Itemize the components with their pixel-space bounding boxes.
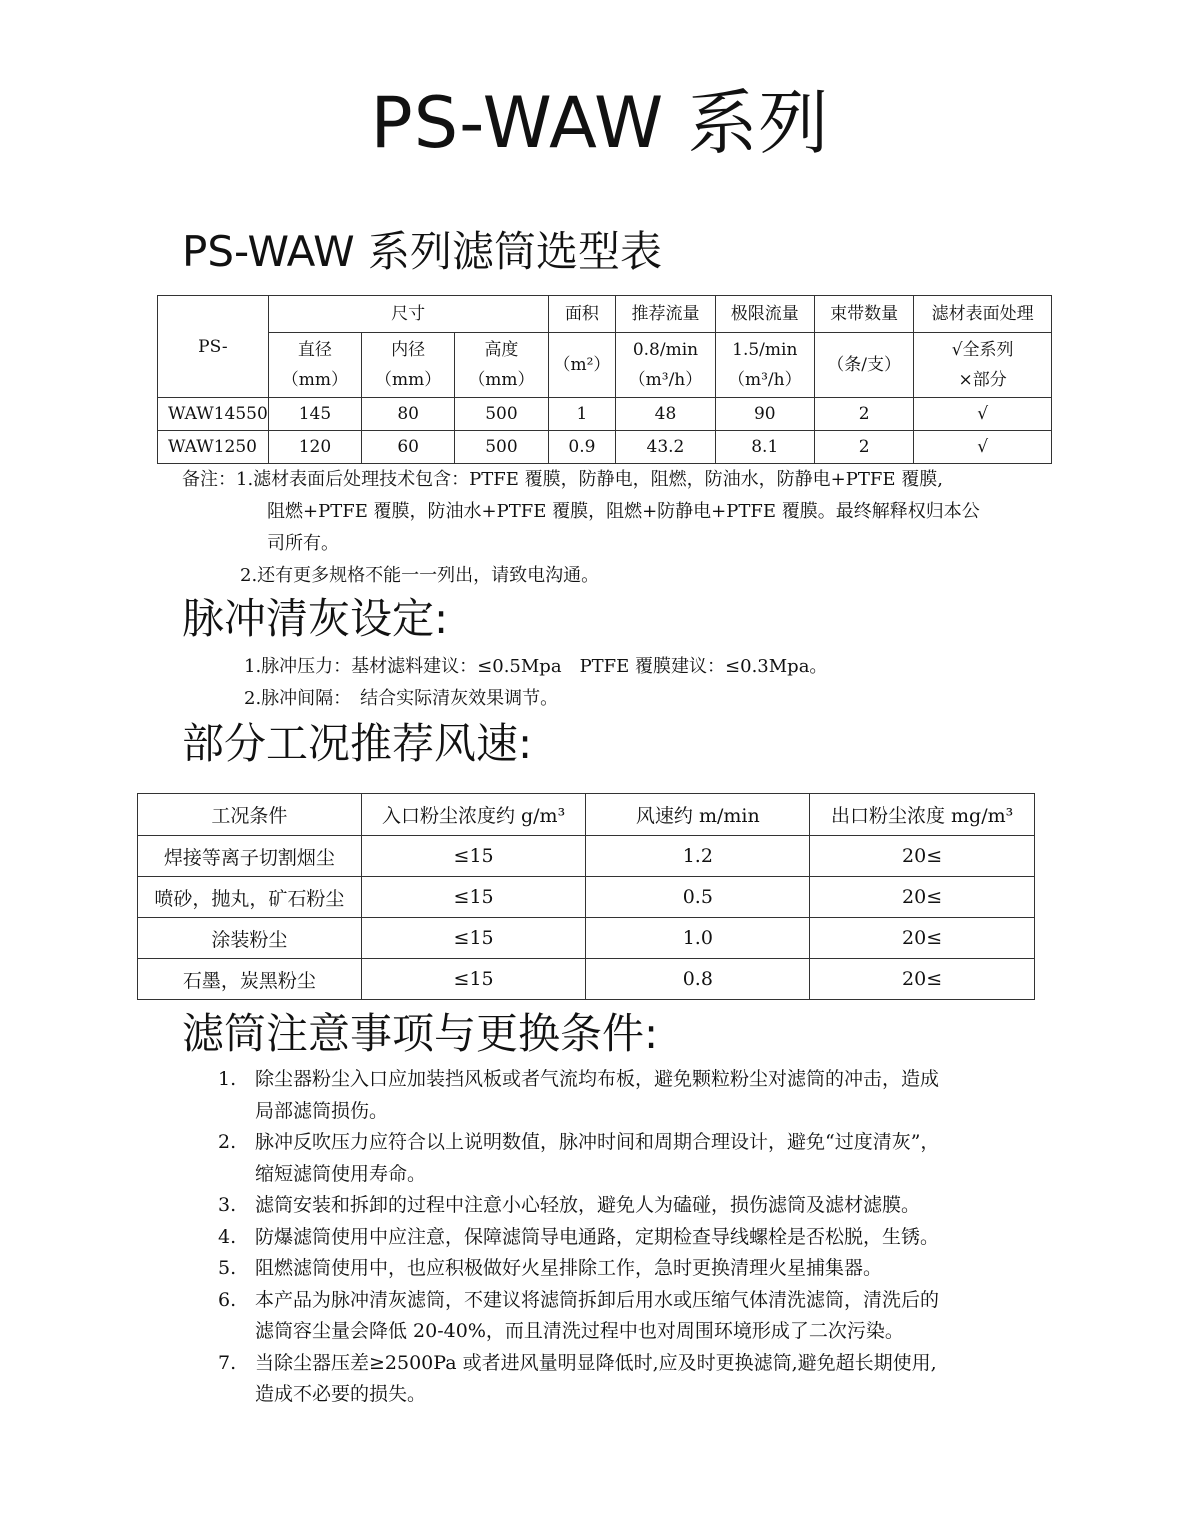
bands-unit: （条/支） [814,333,913,398]
bands-cell: 2 [814,431,913,464]
outlet-cell: 20≤ [810,959,1035,1000]
list-item [218,1064,1038,1127]
diameter-cell: 120 [268,431,361,464]
caution-heading: 滤筒注意事项与更换条件: [182,1009,659,1058]
pulse-list [244,651,827,715]
table-row [138,877,1035,918]
wind-table [137,793,1035,1000]
rec-flow-unit: （m³/h） [628,370,703,390]
pulse-item-2: 2.脉冲间隔： 结合实际清灰效果调节。 [244,688,559,709]
velocity-header: 风速约 m/min [586,794,810,836]
surface-legend [914,333,1052,398]
item-number: 2. [218,1131,237,1153]
rec-flow-cell: 43.2 [616,431,715,464]
item-line-1: 滤筒安装和拆卸的过程中注意小心轻放，避免人为磕碰，损伤滤筒及滤材滤膜。 [255,1194,921,1216]
table-row [138,836,1035,877]
table-row [158,398,1052,431]
area-unit: （m²） [548,333,616,398]
inner-label: 内径 [391,340,426,360]
list-item [218,1222,1038,1254]
area-header: 面积 [548,296,616,333]
item-line-1: 本产品为脉冲清灰滤筒，不建议将滤筒拆卸后用水或压缩气体清洗滤筒，清洗后的 [255,1288,940,1311]
size-group-header: 尺寸 [268,296,548,333]
item-number: 7. [218,1351,237,1374]
list-item [218,1190,1038,1222]
lim-flow-unit: （m³/h） [727,370,802,390]
note-1-line-2: 阻燃+PTFE 覆膜，防油水+PTFE 覆膜，阻燃+防静电+PTFE 覆膜。最终解释权归本公 [267,501,980,522]
inlet-cell: ≤15 [361,918,586,959]
inlet-cell: ≤15 [361,959,586,1000]
outlet-cell: 20≤ [810,918,1035,959]
lim-flow-value: 1.5/min [732,340,798,360]
note-1-line-1 [182,464,1042,496]
item-number: 1. [218,1068,237,1090]
condition-cell: 涂装粉尘 [138,918,362,959]
inlet-header: 入口粉尘浓度约 g/m³ [361,794,586,836]
lim-flow-sub [715,333,814,398]
item-line-2: 缩短滤筒使用寿命。 [255,1162,427,1185]
inner-header [362,333,455,398]
caution-list [218,1064,1038,1411]
list-item [218,1253,1038,1285]
inner-cell: 80 [362,398,455,431]
condition-cell: 喷砂，抛丸，矿石粉尘 [138,877,362,918]
diameter-header [268,333,361,398]
inlet-cell: ≤15 [361,836,586,877]
surface-part: ×部分 [958,370,1007,390]
diameter-unit: （mm） [281,370,349,390]
velocity-cell: 1.0 [586,918,810,959]
notes-block [182,464,1042,592]
model-cell: WAW14550 [158,398,269,431]
rec-flow-cell: 48 [616,398,715,431]
table-row [138,959,1035,1000]
bands-cell: 2 [814,398,913,431]
page-title: PS-WAW 系列 [370,82,830,164]
note-1-text: 1.滤材表面后处理技术包含：PTFE 覆膜，防静电，阻燃，防油水，防静电+PTFE 覆膜, [236,469,943,490]
item-number: 4. [218,1225,237,1248]
item-line-1: 除尘器粉尘入口应加装挡风板或者气流均布板，避免颗粒粉尘对滤筒的冲击，造成 [255,1068,940,1090]
rec-flow-header: 推荐流量 [616,296,715,333]
item-number: 6. [218,1288,237,1311]
inner-cell: 60 [362,431,455,464]
note-2: 2.还有更多规格不能一一列出，请致电沟通。 [240,565,600,586]
item-line-1: 当除尘器压差≥2500Pa 或者进风量明显降低时,应及时更换滤筒,避免超长期使用, [255,1351,937,1374]
condition-cell: 石墨，炭黑粉尘 [138,959,362,1000]
pulse-item-1: 1.脉冲压力：基材滤料建议：≤0.5Mpa PTFE 覆膜建议：≤0.3Mpa。 [244,656,828,677]
velocity-cell: 1.2 [586,836,810,877]
table-row [138,918,1035,959]
outlet-cell: 20≤ [810,877,1035,918]
list-item [218,1285,1038,1348]
spec-table [157,295,1052,464]
wind-header-row [138,794,1035,836]
outlet-header: 出口粉尘浓度 mg/m³ [810,794,1035,836]
lim-flow-cell: 8.1 [715,431,814,464]
height-cell: 500 [455,398,548,431]
wind-heading: 部分工况推荐风速: [182,719,533,768]
list-item [218,1127,1038,1190]
item-line-2: 造成不必要的损失。 [255,1383,427,1405]
diameter-label: 直径 [297,340,332,360]
list-item [218,1348,1038,1411]
outlet-cell: 20≤ [810,836,1035,877]
condition-header: 工况条件 [138,794,362,836]
area-cell: 0.9 [548,431,616,464]
lim-flow-header: 极限流量 [715,296,814,333]
velocity-cell: 0.5 [586,877,810,918]
surface-header: 滤材表面处理 [914,296,1052,333]
inner-unit: （mm） [375,370,442,390]
area-cell: 1 [548,398,616,431]
surface-all: √全系列 [951,340,1014,360]
lim-flow-cell: 90 [715,398,814,431]
item-number: 3. [218,1194,237,1216]
height-header [455,333,548,398]
height-cell: 500 [455,431,548,464]
velocity-cell: 0.8 [586,959,810,1000]
height-label: 高度 [484,340,519,360]
diameter-cell: 145 [268,398,361,431]
model-cell: WAW1250 [158,431,269,464]
item-line-1: 阻燃滤筒使用中，也应积极做好火星排除工作，急时更换清理火星捕集器。 [255,1257,883,1279]
prefix-cell: PS- [158,296,269,398]
item-line-2: 局部滤筒损伤。 [255,1099,389,1122]
inlet-cell: ≤15 [361,877,586,918]
condition-cell: 焊接等离子切割烟尘 [138,836,362,877]
surface-cell: √ [914,398,1052,431]
spec-heading: PS-WAW 系列滤筒选型表 [182,227,662,276]
surface-cell: √ [914,431,1052,464]
item-line-2: 滤筒容尘量会降低 20-40%，而且清洗过程中也对周围环境形成了二次污染。 [255,1320,904,1342]
item-number: 5. [218,1257,237,1279]
pulse-heading: 脉冲清灰设定: [182,594,449,643]
note-1-line-3: 司所有。 [267,533,339,554]
bands-header: 束带数量 [814,296,913,333]
rec-flow-sub [616,333,715,398]
height-unit: （mm） [468,370,535,390]
item-line-1: 脉冲反吹压力应符合以上说明数值，脉冲时间和周期合理设计，避免“过度清灰”， [255,1131,940,1153]
notes-label: 备注： [182,469,236,490]
table-row [158,431,1052,464]
rec-flow-value: 0.8/min [632,340,699,360]
item-line-1: 防爆滤筒使用中应注意，保障滤筒导电通路，定期检查导线螺栓是否松脱，生锈。 [255,1225,940,1248]
